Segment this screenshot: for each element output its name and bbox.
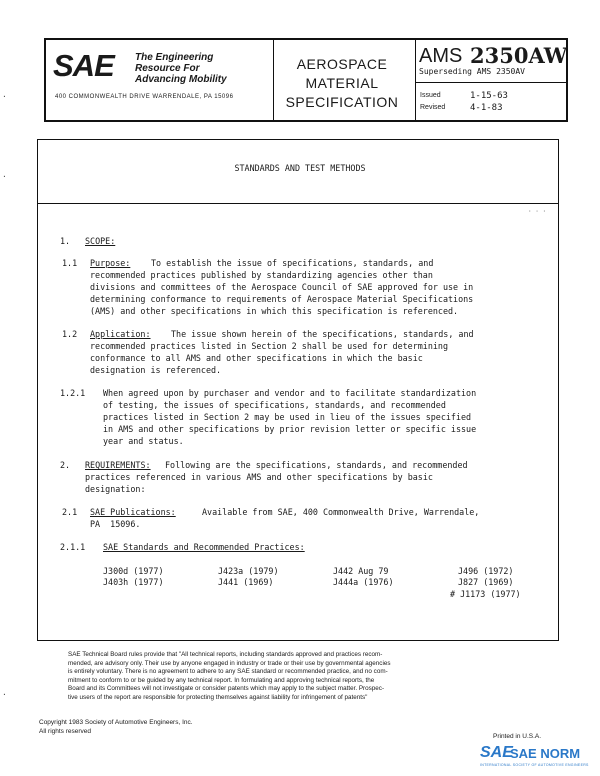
paragraph-line: practices listed in Section 2 may be used in lieu of the issues specified xyxy=(103,412,472,422)
paragraph-line: To establish the issue of specifications, standards, and xyxy=(151,258,434,268)
watermark: SAE NORM xyxy=(510,746,581,761)
revised-date: 4-1-83 xyxy=(470,103,503,113)
section-1-2-heading: Application: xyxy=(90,329,151,339)
title-separator xyxy=(38,203,558,204)
superseding: Superseding AMS 2350AV xyxy=(419,67,525,76)
paragraph-line: divisions and committees of the Aerospace Council of SAE approved for use in xyxy=(90,282,474,292)
scan-mark: · · · xyxy=(528,208,547,215)
reference-item: J300d (1977) xyxy=(103,566,164,576)
paragraph-line: Following are the specifications, standards, and recommended xyxy=(165,460,468,470)
ams-label: AMS xyxy=(419,45,463,67)
ams-number: 2350AW xyxy=(470,43,568,68)
section-2-1-number: 2.1 xyxy=(62,507,78,517)
paragraph-line: The issue shown herein of the specifications, standards, and xyxy=(171,329,474,339)
scan-mark: · xyxy=(2,92,7,101)
sae-address: 400 COMMONWEALTH DRIVE WARRENDALE, PA 15096 xyxy=(55,94,234,100)
printed-in: Printed in U.S.A. xyxy=(493,733,542,740)
paragraph-line: in AMS and other specifications by prior revision letter or specific issue xyxy=(103,424,477,434)
disclaimer: SAE Technical Board rules provide that "All technical reports, including standards approved and practices recom- mended, are advisory only. Their use by anyone engaged in industry or trade or their use by governmental agencies is entirely voluntary. There is no agreement to adhere to any SAE standard or recommended practice, and no com- mitment to conform to or be guided by any technical report. In formulating and approving technical reports, the Board and its Committees will not investigate or consider patents which may apply to the subject matter. Prospec- tive users of the report are responsible for protecting themselves against liability for infringement of patents" xyxy=(68,651,391,701)
header-separator xyxy=(415,82,566,83)
paragraph-line: of testing, the issues of specifications, standards, and recommended xyxy=(103,400,446,410)
section-2-heading: REQUIREMENTS: xyxy=(85,460,151,470)
reference-item: J442 Aug 79 xyxy=(333,566,389,576)
paragraph-line: designation: xyxy=(85,484,146,494)
reference-item: J827 (1969) xyxy=(458,577,514,587)
section-1-1-number: 1.1 xyxy=(62,258,78,268)
reference-item: J444a (1976) xyxy=(333,577,394,587)
section-2-number: 2. xyxy=(60,460,71,470)
scan-mark: · xyxy=(2,690,7,699)
revised-label: Revised xyxy=(420,104,446,111)
sae-tagline: The Engineering Resource For Advancing Mobility xyxy=(135,52,227,85)
issued-date: 1-15-63 xyxy=(470,91,508,101)
watermark-subtitle: INTERNATIONAL SOCIETY OF AUTOMOTIVE ENGINEERS xyxy=(480,763,589,767)
reference-item: J496 (1972) xyxy=(458,566,514,576)
header-divider xyxy=(415,40,416,120)
reference-item: # J1173 (1977) xyxy=(450,589,521,599)
section-1-2-1-number: 1.2.1 xyxy=(60,388,86,398)
paragraph-line: practices referenced in various AMS and other specifications by basic xyxy=(85,472,433,482)
paragraph-line: determining conformance to requirements of Aerospace Material Specifications xyxy=(90,294,474,304)
reference-item: J403h (1977) xyxy=(103,577,164,587)
section-1-2-number: 1.2 xyxy=(62,329,78,339)
section-1-title: SCOPE: xyxy=(85,236,116,246)
section-2-1-1-number: 2.1.1 xyxy=(60,542,86,552)
paragraph-line: conformance to all AMS and other specifications in which the basic xyxy=(90,353,423,363)
paragraph-line: When agreed upon by purchaser and vendor and to facilitate standardization xyxy=(103,388,477,398)
sae-logo: SAE xyxy=(53,48,114,83)
section-1-1-heading: Purpose: xyxy=(90,258,131,268)
paragraph-line: designation is referenced. xyxy=(90,365,222,375)
paragraph-line: recommended practices published by standardizing agencies other than xyxy=(90,270,433,280)
copyright: Copyright 1983 Society of Automotive Engineers, Inc. All rights reserved xyxy=(39,719,193,735)
paragraph-line: (AMS) and other specifications in which this specification is referenced. xyxy=(90,306,459,316)
reference-item: J423a (1979) xyxy=(218,566,279,576)
issued-label: Issued xyxy=(420,92,441,99)
reference-item: J441 (1969) xyxy=(218,577,274,587)
doc-title: STANDARDS AND TEST METHODS xyxy=(234,163,366,173)
section-2-1-heading: SAE Publications: xyxy=(90,507,176,517)
paragraph-line: year and status. xyxy=(103,436,184,446)
doc-type: AEROSPACE MATERIAL SPECIFICATION xyxy=(285,56,399,110)
paragraph-line: recommended practices listed in Section 2 shall be used for determining xyxy=(90,341,448,351)
scan-mark: · xyxy=(2,172,7,181)
section-2-1-1-heading: SAE Standards and Recommended Practices: xyxy=(103,542,305,552)
watermark-logo: SAE xyxy=(480,744,513,761)
paragraph-line: PA 15096. xyxy=(90,519,141,529)
section-1-number: 1. xyxy=(60,236,71,246)
paragraph-line: Available from SAE, 400 Commonwealth Drive, Warrendale, xyxy=(202,507,480,517)
